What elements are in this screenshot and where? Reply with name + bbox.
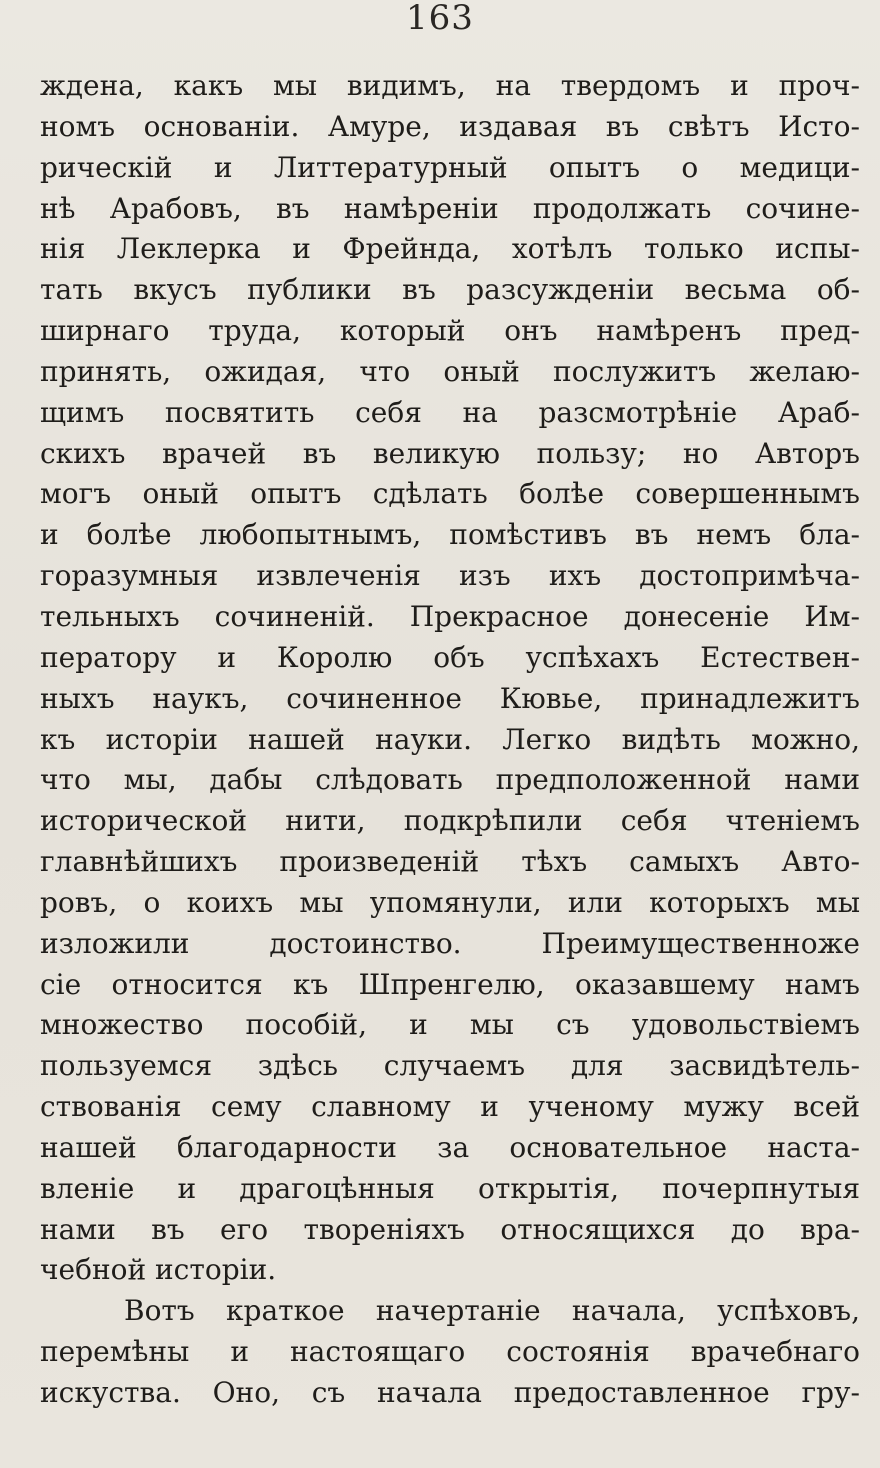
text-line: ждена, какъ мы видимъ, на твердомъ и проч-: [40, 69, 860, 102]
text-line: ровъ, о коихъ мы упомянули, или которыхъ мы: [40, 885, 860, 919]
text-line: что мы, дабы слѣдовать предположенной нами: [40, 763, 860, 797]
text-line: принять, ожидая, что оный послужитъ желаю-: [40, 354, 860, 388]
text-line: пользуемся здѣсь случаемъ для засвидѣтель-: [40, 1049, 860, 1083]
text-line: множество пособiй, и мы съ удовольствiемъ: [40, 1008, 860, 1042]
text-body: [40, 66, 860, 1414]
text-line: и болѣе любопытнымъ, помѣстивъ въ немъ бла-: [40, 518, 860, 552]
text-line: исторической нити, подкрѣпили себя чтенiемъ: [40, 804, 860, 838]
text-line: тать вкусъ публики въ разсужденiи весьма об-: [40, 273, 860, 307]
text-line: тельныхъ сочиненiй. Прекрасное донесенiе Им-: [40, 599, 860, 633]
text-line: Вотъ краткое начертанiе начала, успѣховъ,: [124, 1294, 860, 1328]
text-line: нѣ Арабовъ, въ намѣренiи продолжать сочине-: [40, 191, 860, 225]
text-line: къ исторiи нашей науки. Легко видѣть можно,: [40, 722, 860, 756]
text-line: ствованiя сему славному и ученому мужу всей: [40, 1090, 860, 1124]
text-line: ныхъ наукъ, сочиненное Кювье, принадлежитъ: [40, 681, 860, 715]
text-line: нашей благодарности за основательное наста-: [40, 1130, 860, 1164]
text-line: щимъ посвятить себя на разсмотрѣнiе Араб-: [40, 395, 860, 429]
text-line: вленiе и драгоцѣнныя открытiя, почерпнутыя: [40, 1171, 860, 1205]
text-line: горазумныя извлеченiя изъ ихъ достопримѣча-: [40, 559, 860, 593]
text-line: искуства. Оно, съ начала предоставленное гру-: [40, 1376, 860, 1409]
text-line: сiе относится къ Шпренгелю, оказавшему намъ: [40, 967, 860, 1001]
page-number: 163: [406, 0, 474, 38]
text-line: перемѣны и настоящаго состоянiя врачебнаго: [40, 1335, 860, 1369]
paragraph: [40, 1291, 860, 1414]
text-line: ширнаго труда, который онъ намѣренъ пред-: [40, 314, 860, 348]
paragraph: [40, 66, 860, 1291]
text-line: рическiй и Литтературный опытъ о медици-: [40, 150, 860, 184]
text-line: изложили достоинство. Преимущественноже: [40, 926, 860, 960]
text-line: главнѣйшихъ произведенiй тѣхъ самыхъ Авто-: [40, 845, 860, 879]
text-line: нiя Леклерка и Фрейнда, хотѣлъ только испы-: [40, 232, 860, 266]
text-line: могъ оный опытъ сдѣлать болѣе совершеннымъ: [40, 477, 860, 511]
text-line: скихъ врачей въ великую пользу; но Авторъ: [40, 436, 860, 470]
text-line: нами въ его творенiяхъ относящихся до вра-: [40, 1212, 860, 1246]
text-line: ператору и Королю объ успѣхахъ Естествен-: [40, 640, 860, 674]
text-line: чебной исторiи.: [40, 1253, 277, 1287]
text-line: номъ основанiи. Амуре, издавая въ свѣтъ Исто-: [40, 109, 860, 143]
